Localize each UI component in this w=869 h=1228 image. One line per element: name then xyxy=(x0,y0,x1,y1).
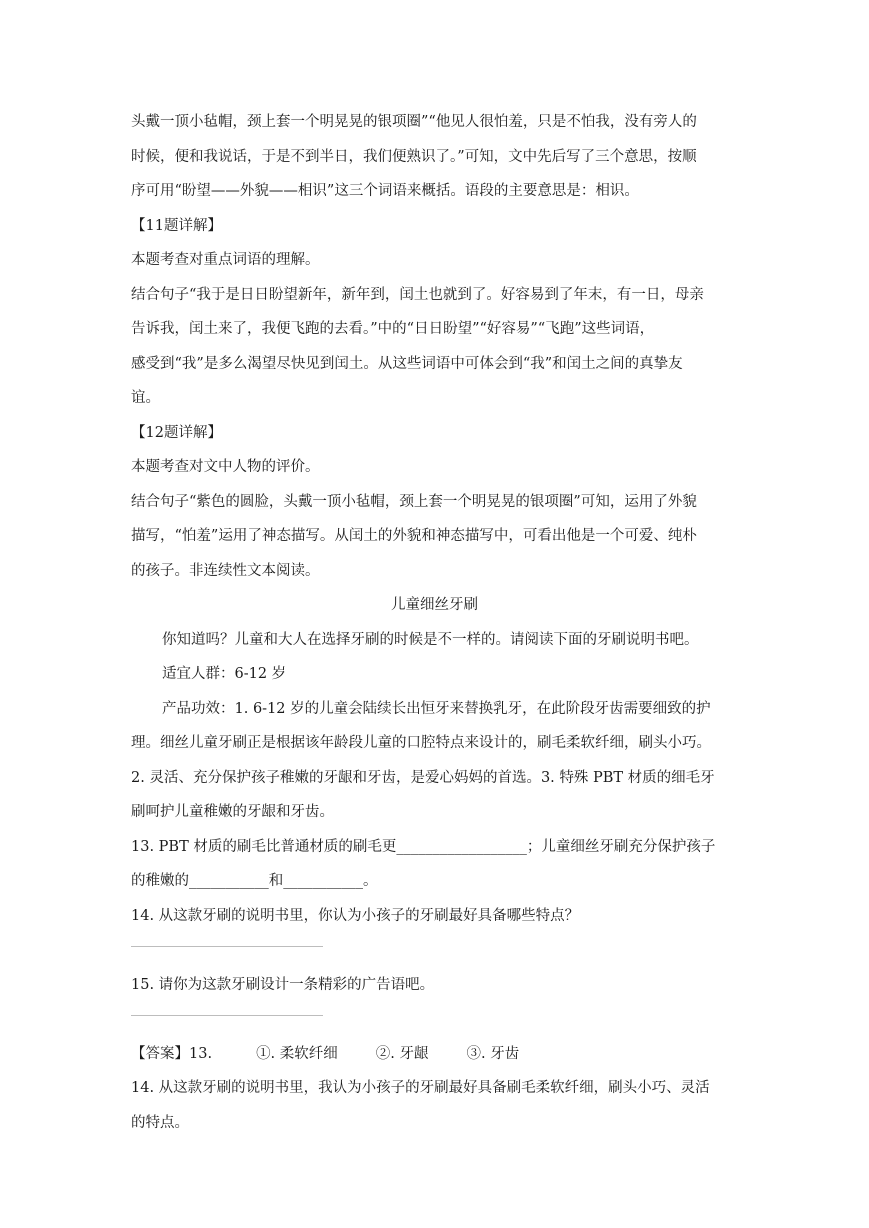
article-intro: 你知道吗？儿童和大人在选择牙刷的时候是不一样的。请阅读下面的牙刷说明书吧。 xyxy=(162,632,699,648)
article-function: 2. 灵活、充分保护孩子稚嫩的牙龈和牙齿，是爱心妈妈的首选。3. 特殊 PBT 材质的细毛牙 xyxy=(131,770,715,786)
paragraph-line: 谊。 xyxy=(131,390,160,406)
paragraph-line: 感受到“我”是多么渴望尽快见到闰土。从这些词语中可体会到“我”和闰土之间的真挚友 xyxy=(131,356,683,372)
paragraph-line: 结合句子“我于是日日盼望新年，新年到，闰土也就到了。好容易到了年末，有一日，母亲 xyxy=(131,287,704,303)
question-15: 15. 请你为这款牙刷设计一条精彩的广告语吧。 xyxy=(131,977,435,993)
question-13: 13. PBT 材质的刷毛比普通材质的刷毛更__________________；儿童细丝牙刷充分保护孩子 xyxy=(131,839,716,855)
paragraph-line: 的孩子。非连续性文本阅读。 xyxy=(131,563,320,579)
answer-14: 14. 从这款牙刷的说明书里，我认为小孩子的牙刷最好具备刷毛柔软纤细，刷头小巧、灵活 xyxy=(131,1080,710,1096)
article-function: 理。细丝儿童牙刷正是根据该年龄段儿童的口腔特点来设计的，刷毛柔软纤细，刷头小巧。 xyxy=(131,735,711,751)
answer-item: ③. 牙齿 xyxy=(466,1046,520,1062)
question-14: 14. 从这款牙刷的说明书里，你认为小孩子的牙刷最好具备哪些特点？ xyxy=(131,908,580,924)
answer-blank-line xyxy=(131,1015,323,1016)
section-heading-12: 【12题详解】 xyxy=(131,425,222,441)
question-13-cont: 的稚嫩的___________和___________。 xyxy=(131,873,378,889)
section-heading-11: 【11题详解】 xyxy=(131,218,222,234)
paragraph-line: 本题考查对文中人物的评价。 xyxy=(131,459,320,475)
article-function: 产品功效：1. 6-12 岁的儿童会陆续长出恒牙来替换乳牙，在此阶段牙齿需要细致的护 xyxy=(162,701,711,717)
paragraph-line: 本题考查对重点词语的理解。 xyxy=(131,252,320,268)
paragraph-line: 告诉我，闰土来了，我便飞跑的去看。”中的“日日盼望”“好容易”“飞跑”这些词语， xyxy=(131,321,655,337)
article-age: 适宜人群：6-12 岁 xyxy=(162,666,287,682)
article-function: 刷呵护儿童稚嫩的牙龈和牙齿。 xyxy=(131,804,334,820)
answer-item: ②. 牙龈 xyxy=(375,1046,429,1062)
answer-item: ①. 柔软纤细 xyxy=(256,1046,338,1062)
answer-13 xyxy=(131,1044,519,1064)
answer-blank-line xyxy=(131,946,323,947)
answer-label: 【答案】13. xyxy=(131,1046,213,1062)
paragraph-line: 描写，“怕羞”运用了神态描写。从闰土的外貌和神态描写中，可看出他是一个可爱、纯朴 xyxy=(131,528,697,544)
paragraph-line: 时候，便和我说话，于是不到半日，我们便熟识了。”可知，文中先后写了三个意思，按顺 xyxy=(131,149,697,165)
paragraph-line: 结合句子“紫色的圆脸，头戴一顶小毡帽，颈上套一个明晃晃的银项圈”可知，运用了外貌 xyxy=(131,494,697,510)
article-title: 儿童细丝牙刷 xyxy=(391,597,478,613)
paragraph-line: 头戴一顶小毡帽，颈上套一个明晃晃的银项圈”“他见人很怕羞，只是不怕我，没有旁人的 xyxy=(131,114,697,130)
answer-14-cont: 的特点。 xyxy=(131,1115,189,1131)
paragraph-line: 序可用“盼望——外貌——相识”这三个词语来概括。语段的主要意思是：相识。 xyxy=(131,183,639,199)
